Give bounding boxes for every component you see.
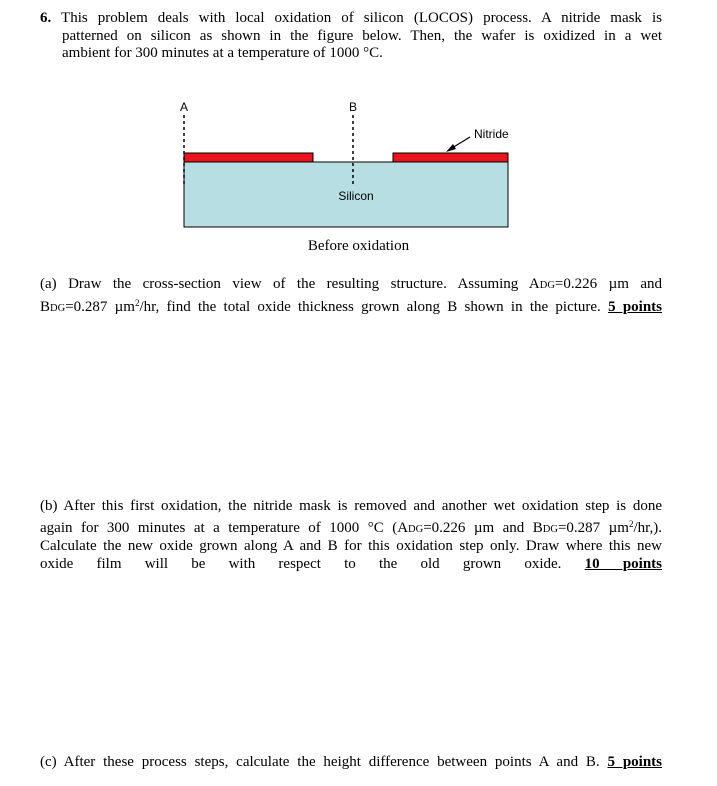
part-a-line-1: (a) Draw the cross-section view of the resulting structure. Assuming ADG=0.226 µm and	[40, 276, 662, 292]
part-c-points: 5 points	[607, 754, 662, 770]
nitride-mask-left	[184, 153, 313, 162]
intro-line-2: patterned on silicon as shown in the figure below. Then, the wafer is oxidized in a wet	[62, 27, 662, 44]
label-a: A	[179, 100, 189, 114]
part-b	[40, 498, 662, 573]
part-b-line-1: (b) After this first oxidation, the nitride mask is removed and another wet oxidation step is done	[40, 498, 662, 514]
nitride-mask-right	[393, 153, 508, 162]
intro-line-3: ambient for 300 minutes at a temperature of 1000 °C.	[62, 45, 383, 61]
label-b: B	[348, 100, 358, 114]
label-silicon: Silicon	[338, 189, 374, 203]
part-b-line-2: again for 300 minutes at a temperature of 1000 °C (ADG=0.226 µm and BDG=0.287 µm$^2$/hr,).	[40, 518, 662, 536]
intro-line-1: This problem deals with local oxidation of silicon (LOCOS) process. A nitride mask is	[61, 10, 662, 26]
part-b-points: 10 points	[584, 555, 662, 572]
problem-line-1	[40, 10, 662, 28]
part-a	[40, 276, 662, 317]
locos-figure	[150, 95, 550, 235]
figure-caption: Before oxidation	[307, 238, 410, 254]
part-a-line-2: BDG=0.287 µm$^2$/hr, find the total oxide thickness grown along B shown in the picture. 5 points	[40, 297, 663, 315]
nitride-arrow-head	[446, 144, 456, 152]
nitride-arrow-line	[452, 137, 470, 148]
problem-statement	[40, 10, 662, 63]
label-nitride: Nitride	[474, 127, 509, 141]
cross-section-diagram	[150, 95, 550, 235]
part-b-line-4: oxide film will be with respect to the old grown oxide. 10 points	[40, 555, 662, 572]
part-c	[40, 754, 662, 772]
problem-number: 6.	[40, 10, 52, 26]
part-c-line: (c) After these process steps, calculate the height difference between points A and B. 5 points	[40, 754, 662, 770]
part-a-points: 5 points	[608, 298, 663, 315]
part-b-line-3: Calculate the new oxide grown along A and B for this oxidation step only. Draw where this new	[40, 538, 662, 554]
